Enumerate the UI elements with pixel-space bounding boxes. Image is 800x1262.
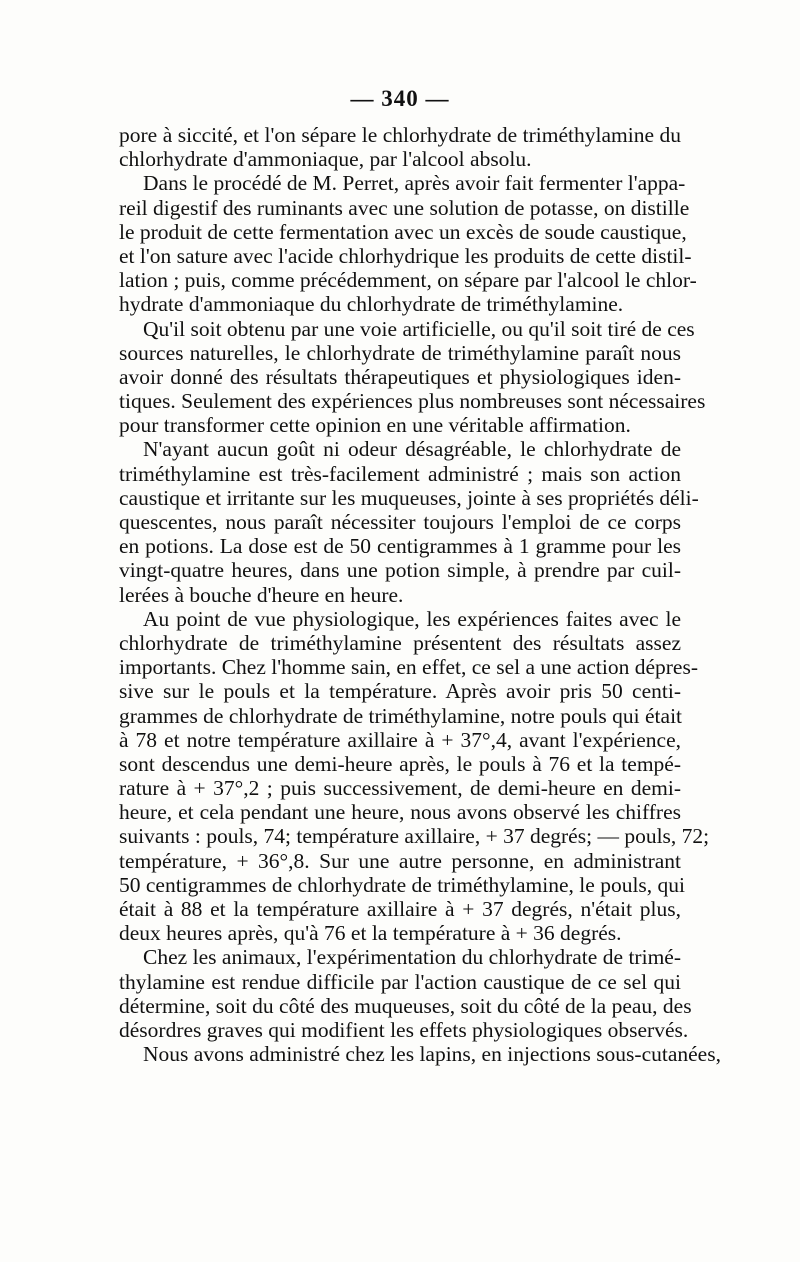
text-line: le produit de cette fermentation avec un excès de soude caustique, (119, 219, 687, 244)
text-line: pore à siccité, et l'on sépare le chlorhydrate de triméthylamine du (119, 123, 681, 147)
text-line: désordres graves qui modifient les effets physiologiques observés. (119, 1017, 689, 1042)
text-line: détermine, soit du côté des muqueuses, soit du côté de la peau, des (119, 993, 692, 1018)
text-line: importants. Chez l'homme sain, en effet, ce sel a une action dépres- (119, 655, 698, 680)
paragraph (119, 171, 697, 317)
text-line: chlorhydrate de triméthylamine présentent des résultats assez (119, 630, 681, 655)
text-line: sources naturelles, le chlorhydrate de triméthylamine paraît nous (119, 340, 681, 365)
paragraph (119, 316, 706, 438)
paragraph (119, 123, 681, 171)
text-line: pour transformer cette opinion en une véritable affirmation. (119, 413, 631, 438)
text-line: suivants : pouls, 74; température axillaire, + 37 degrés; — pouls, 72; (119, 824, 710, 849)
text-line: deux heures après, qu'à 76 et la température à + 36 degrés. (119, 921, 622, 946)
text-line: était à 88 et la température axillaire à + 37 degrés, n'était plus, (119, 897, 681, 921)
text-line: rature à + 37°,2 ; puis successivement, de demi-heure en demi- (119, 776, 681, 801)
text-line: sont descendus une demi-heure après, le pouls à 76 et la tempé- (119, 751, 681, 776)
text-line: vingt-quatre heures, dans une potion simple, à prendre par cuil- (119, 558, 681, 583)
text-line: lation ; puis, comme précédemment, on sépare par l'alcool le chlor- (119, 268, 697, 293)
page-number: — 340 — (350, 86, 450, 111)
text-line: triméthylamine est très-facilement administré ; mais son action (119, 461, 681, 486)
text-line: caustique et irritante sur les muqueuses, jointe à ses propriétés déli- (119, 485, 699, 510)
text-line: température, + 36°,8. Sur une autre personne, en administrant (119, 848, 681, 873)
text-line: Dans le procédé de M. Perret, après avoir fait fermenter l'appa- (143, 171, 686, 196)
text-line: Chez les animaux, l'expérimentation du chlorhydrate de trimé- (143, 945, 681, 970)
text-line: en potions. La dose est de 50 centigrammes à 1 gramme pour les (119, 534, 681, 559)
text-line: lerées à bouche d'heure en heure. (119, 582, 404, 607)
text-line: grammes de chlorhydrate de triméthylamine, notre pouls qui était (119, 703, 683, 728)
body-text (119, 123, 721, 1067)
text-line: sive sur le pouls et la température. Après avoir pris 50 centi- (119, 679, 681, 704)
text-line: chlorhydrate d'ammoniaque, par l'alcool absolu. (119, 147, 532, 172)
text-line: avoir donné des résultats thérapeutiques et physiologiques iden- (119, 364, 681, 389)
text-line: Au point de vue physiologique, les expériences faites avec le (143, 606, 681, 631)
paragraph (119, 606, 710, 946)
text-line: N'ayant aucun goût ni odeur désagréable, le chlorhydrate de (143, 437, 681, 462)
text-line: Qu'il soit obtenu par une voie artificielle, ou qu'il soit tiré de ces (143, 316, 695, 341)
text-line: quescentes, nous paraît nécessiter toujours l'emploi de ce corps (119, 510, 681, 534)
text-line: à 78 et notre température axillaire à + 37°,4, avant l'expérience, (119, 727, 681, 752)
text-line: hydrate d'ammoniaque du chlorhydrate de triméthylamine. (119, 292, 624, 317)
text-line: thylamine est rendue difficile par l'action caustique de ce sel qui (119, 969, 681, 994)
text-line: tiques. Seulement des expériences plus nombreuses sont nécessaires (119, 389, 706, 414)
paragraph (119, 945, 692, 1042)
text-line: 50 centigrammes de chlorhydrate de triméthylamine, le pouls, qui (119, 872, 686, 897)
text-line: heure, et cela pendant une heure, nous avons observé les chiffres (119, 800, 681, 825)
text-line: Nous avons administré chez les lapins, en injections sous-cutanées, (143, 1042, 721, 1067)
paragraph (119, 437, 699, 607)
paragraph (119, 1042, 721, 1067)
text-line: reil digestif des ruminants avec une solution de potasse, on distille (119, 195, 690, 220)
text-line: et l'on sature avec l'acide chlorhydrique les produits de cette distil- (119, 243, 692, 268)
